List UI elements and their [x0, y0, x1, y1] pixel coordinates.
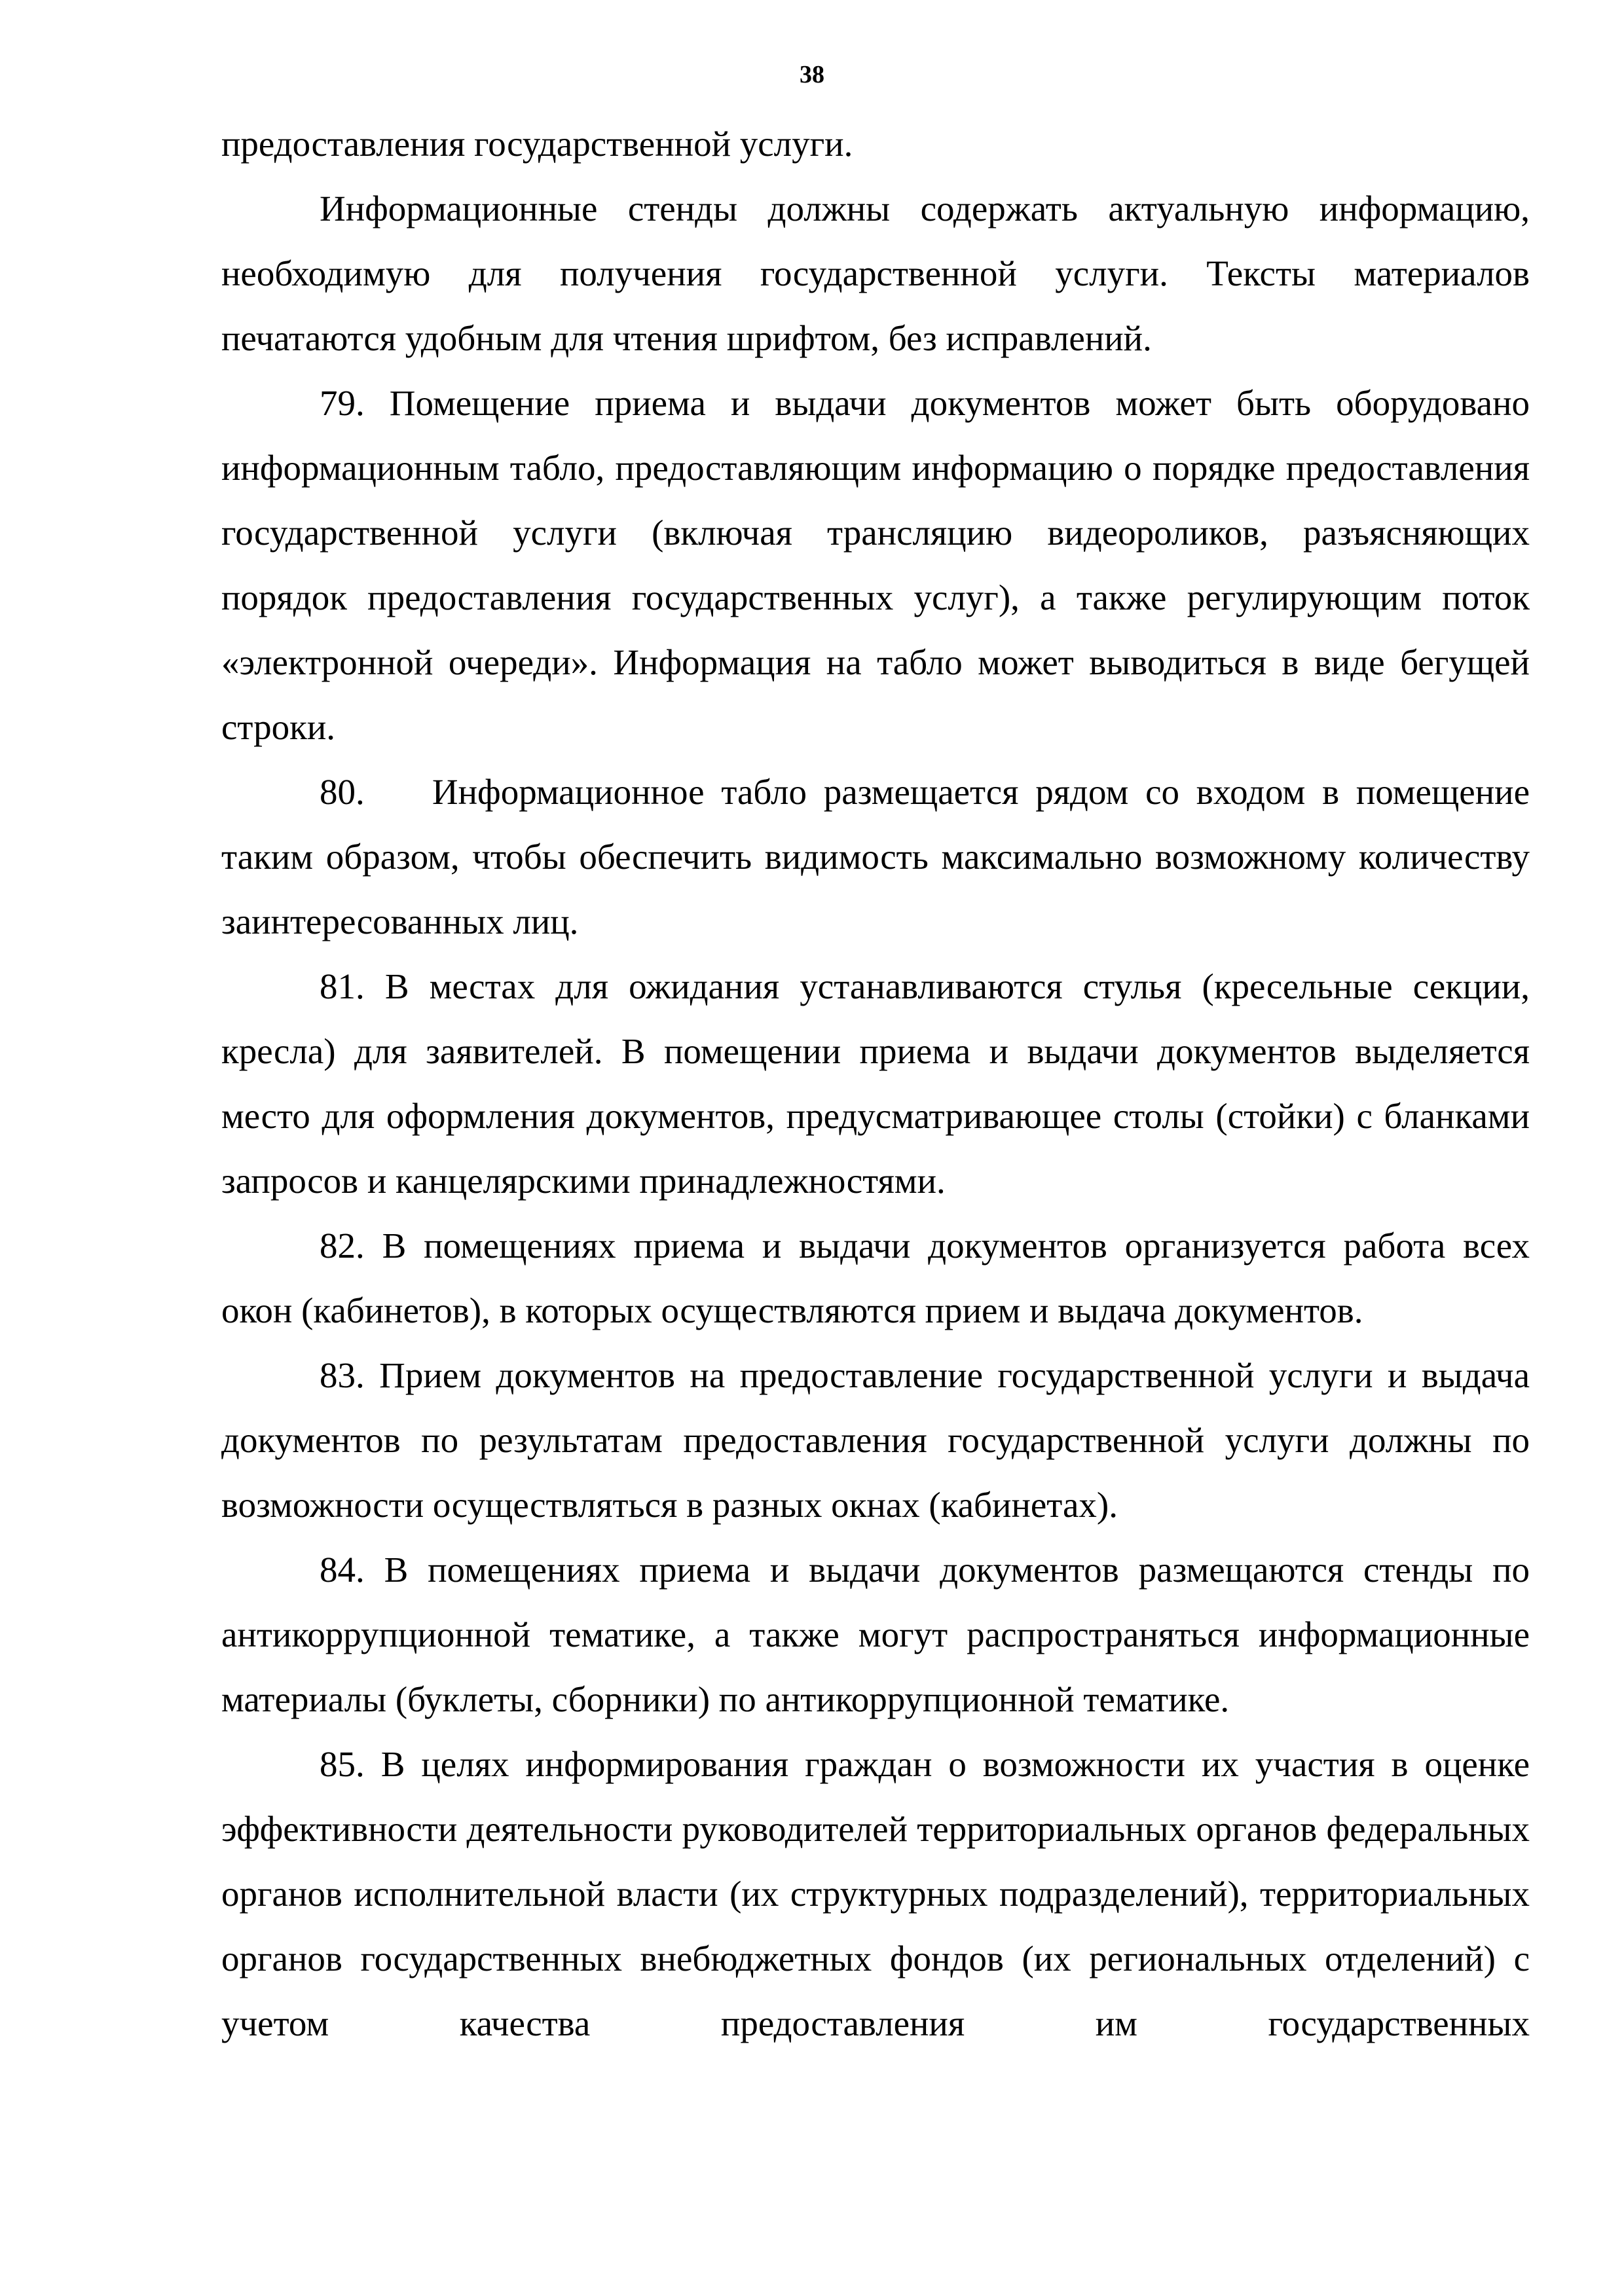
paragraph-80: 80. Информационное табло размещается рядом со входом в помещение таким образом, чтобы обеспечить видимость максимально возможному количеству заинтересованных лиц.	[221, 772, 1539, 941]
document-body	[221, 111, 1539, 2056]
page-number: 38	[800, 61, 824, 88]
paragraph-83: 83. Прием документов на предоставление государственной услуги и выдача документов по результатам предоставления государственной услуги должны по возможности осуществляться в разных окнах (кабинетах).	[221, 1355, 1530, 1525]
paragraph-84: 84. В помещениях приема и выдачи документов размещаются стенды по антикоррупционной тематике, а также могут распространяться информационные материалы (буклеты, сборники) по антикоррупционной тематике.	[221, 1550, 1530, 1719]
paragraph-82: 82. В помещениях приема и выдачи документов организуется работа всех окон (кабинетов), в которых осуществляются прием и выдача документов.	[221, 1226, 1530, 1330]
paragraph-continuation: предоставления государственной услуги.	[221, 124, 853, 164]
paragraph-79: 79. Помещение приема и выдачи документов может быть оборудовано информационным табло, предоставляющим информацию о порядке предоставления государственной услуги (включая трансляцию видеороликов, разъясняющих порядок предоставления государственных услуг), а также регулирующим поток «электронной очереди». Информация на табло может выводиться в виде бегущей строки.	[221, 383, 1530, 747]
paragraph-info-stands: Информационные стенды должны содержать актуальную информацию, необходимую для получения государственной услуги. Тексты материалов печатаются удобным для чтения шрифтом, без исправлений.	[221, 189, 1530, 358]
paragraph-81: 81. В местах для ожидания устанавливаются стулья (кресельные секции, кресла) для заявителей. В помещении приема и выдачи документов выделяется место для оформления документов, предусматривающее столы (стойки) с бланками запросов и канцелярскими принадлежностями.	[221, 966, 1530, 1201]
paragraph-85: 85. В целях информирования граждан о возможности их участия в оценке эффективности деятельности руководителей территориальных органов федеральных органов исполнительной власти (их структурных подразделений), территориальных органов государственных внебюджетных фондов (их региональных отделений) с учетом качества предоставления им государственных	[221, 1744, 1530, 2043]
